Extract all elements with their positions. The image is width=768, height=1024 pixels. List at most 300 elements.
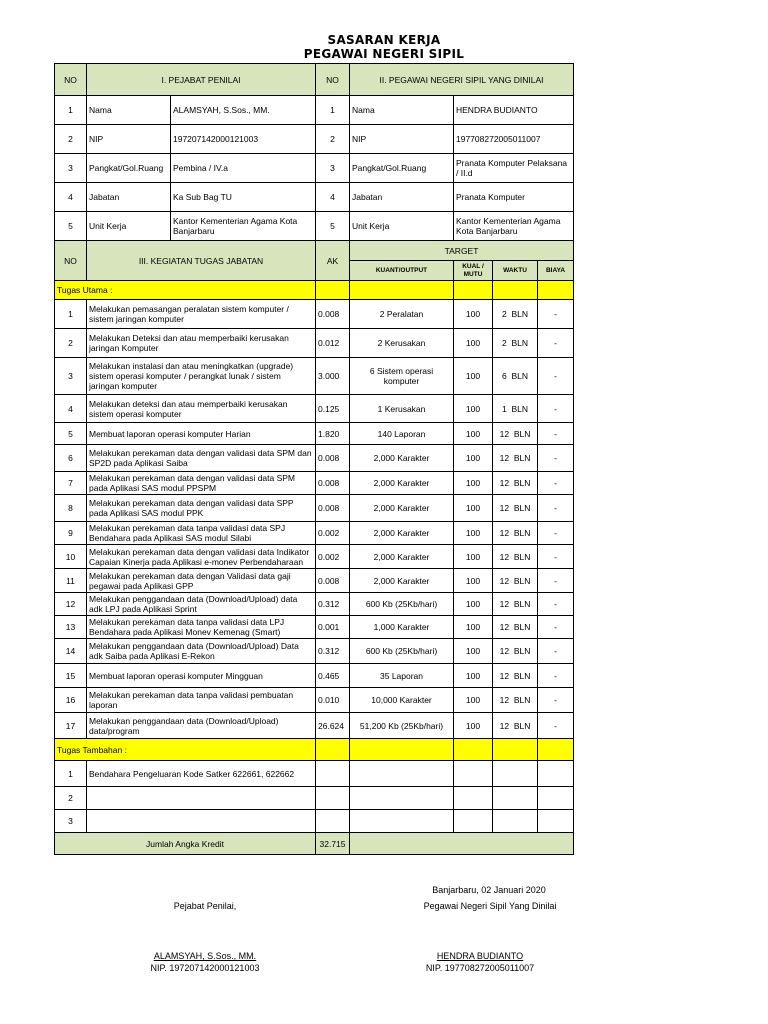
task-quality: 100 xyxy=(454,616,493,639)
task-time-value: 12 xyxy=(499,670,510,681)
task-no: 14 xyxy=(55,639,87,664)
task-cost: - xyxy=(538,445,574,472)
task-quality: 100 xyxy=(454,664,493,688)
task-output-unit: Kb (25Kb/hari) xyxy=(382,599,438,609)
task-ak: 0.008 xyxy=(316,445,350,472)
task-output-unit: Kerusakan xyxy=(384,338,426,348)
empty-cell xyxy=(493,787,538,810)
yellow-cell xyxy=(538,281,574,300)
task-time-value: 12 xyxy=(499,622,510,632)
left-signer-role: Pejabat Penilai, xyxy=(173,901,237,911)
task-row xyxy=(55,358,574,395)
header-row xyxy=(55,64,574,96)
task-no: 12 xyxy=(55,593,87,616)
task-time xyxy=(493,445,538,472)
identity-row xyxy=(55,125,574,154)
task-output-unit: Karakter xyxy=(397,503,430,513)
identity-no-right: 4 xyxy=(316,183,350,212)
task-output-qty: 2 xyxy=(379,309,385,319)
task-row xyxy=(55,616,574,639)
task-output xyxy=(350,329,454,358)
task-output-unit: Karakter xyxy=(397,478,430,488)
task-ak: 1.820 xyxy=(316,423,350,445)
task-time-value: 12 xyxy=(499,695,510,705)
task-ak: 0.312 xyxy=(316,639,350,664)
task-time-value: 12 xyxy=(499,528,510,538)
no-header-right: NO xyxy=(316,64,350,96)
task-output xyxy=(350,522,454,545)
task-row xyxy=(55,639,574,664)
task-ak: 3.000 xyxy=(316,358,350,395)
task-quality: 100 xyxy=(454,569,493,593)
task-time-unit: BLN xyxy=(513,575,531,586)
task-time-value: 6 xyxy=(501,371,507,381)
empty-cell xyxy=(316,810,350,833)
additional-task-activity: Bendahara Pengeluaran Kode Satker 622661, 622662 xyxy=(87,761,316,787)
yellow-cell xyxy=(316,739,350,761)
empty-cell xyxy=(538,810,574,833)
task-output-qty: 2,000 xyxy=(373,503,395,513)
yellow-cell xyxy=(538,739,574,761)
task-no: 2 xyxy=(55,329,87,358)
identity-no: 1 xyxy=(55,96,87,125)
task-time-unit: BLN xyxy=(511,309,528,319)
identity-value-left: Pembina / IV.a xyxy=(171,154,316,183)
tugas-utama-label: Tugas Utama : xyxy=(55,281,316,300)
task-quality: 100 xyxy=(454,522,493,545)
target-header: TARGET xyxy=(350,241,574,261)
task-no: 10 xyxy=(55,545,87,569)
task-output-qty: 2,000 xyxy=(373,551,395,562)
identity-value-right: Kantor Kementerian Agama Kota Banjarbaru xyxy=(454,212,574,241)
task-time xyxy=(493,569,538,593)
biaya-header: BIAYA xyxy=(538,261,574,281)
tugas-tambahan-row xyxy=(55,739,574,761)
kegiatan-header: III. KEGIATAN TUGAS JABATAN xyxy=(87,241,316,281)
task-ak: 0.465 xyxy=(316,664,350,688)
task-time-value: 12 xyxy=(499,551,510,562)
task-ak: 0.008 xyxy=(316,495,350,522)
pejabat-header: I. PEJABAT PENILAI xyxy=(87,64,316,96)
task-output xyxy=(350,495,454,522)
task-quality: 100 xyxy=(454,395,493,423)
additional-task-no: 1 xyxy=(55,761,87,787)
task-output-qty: 600 xyxy=(365,599,380,609)
task-output-unit: Karakter xyxy=(397,551,430,562)
identity-no: 3 xyxy=(55,154,87,183)
task-output xyxy=(350,569,454,593)
task-output xyxy=(350,472,454,495)
identity-label-right: Nama xyxy=(350,96,454,125)
tugas-utama-row xyxy=(55,281,574,300)
task-row xyxy=(55,569,574,593)
task-time-value: 12 xyxy=(499,453,510,463)
task-activity: Melakukan perekaman data dengan validasi data SPP pada Aplikasi SAS modul PPK xyxy=(87,495,316,522)
identity-value-left: Kantor Kementerian Agama Kota Banjarbaru xyxy=(171,212,316,241)
task-time-value: 12 xyxy=(499,503,510,513)
task-cost: - xyxy=(538,395,574,423)
task-time xyxy=(493,329,538,358)
task-time-unit: BLN xyxy=(513,695,531,705)
task-output-qty: 6 xyxy=(369,366,375,376)
task-no: 5 xyxy=(55,423,87,445)
empty-cell xyxy=(316,761,350,787)
task-time-unit: BLN xyxy=(513,720,531,731)
yellow-cell xyxy=(454,281,493,300)
task-activity: Melakukan Deteksi dan atau memperbaiki kerusakan jaringan Komputer xyxy=(87,329,316,358)
task-output xyxy=(350,713,454,739)
task-activity: Melakukan perekaman data tanpa validasi data SPJ Bendahara pada Aplikasi SAS modul Silabi xyxy=(87,522,316,545)
additional-task-activity xyxy=(87,810,316,833)
identity-value-right: HENDRA BUDIANTO xyxy=(454,96,574,125)
identity-label-right: Unit Kerja xyxy=(350,212,454,241)
task-quality: 100 xyxy=(454,495,493,522)
task-time-value: 12 xyxy=(499,428,510,439)
yellow-cell xyxy=(316,281,350,300)
total-empty xyxy=(350,833,574,855)
task-no: 17 xyxy=(55,713,87,739)
identity-value-left: ALAMSYAH, S.Sos., MM. xyxy=(171,96,316,125)
task-time-value: 12 xyxy=(499,599,510,609)
task-row xyxy=(55,423,574,445)
identity-row xyxy=(55,96,574,125)
task-output-qty: 51,200 xyxy=(359,720,386,731)
task-row xyxy=(55,495,574,522)
task-output-qty: 1,000 xyxy=(373,622,395,632)
task-time xyxy=(493,639,538,664)
identity-no-right: 2 xyxy=(316,125,350,154)
task-activity: Melakukan deteksi dan atau memperbaiki kerusakan sistem operasi komputer xyxy=(87,395,316,423)
identity-label-left: Pangkat/Gol.Ruang xyxy=(87,154,171,183)
task-row xyxy=(55,395,574,423)
identity-value-left: Ka Sub Bag TU xyxy=(171,183,316,212)
task-output-qty: 2,000 xyxy=(373,528,395,538)
right-signer-nip: NIP. 197708272005011007 xyxy=(425,963,535,973)
yellow-cell xyxy=(454,739,493,761)
table-body xyxy=(55,64,574,855)
task-quality: 100 xyxy=(454,472,493,495)
task-output-unit: Laporan xyxy=(394,428,426,439)
empty-cell xyxy=(493,761,538,787)
task-row xyxy=(55,664,574,688)
task-time-unit: BLN xyxy=(513,478,531,488)
empty-cell xyxy=(316,787,350,810)
task-output-qty: 2,000 xyxy=(373,478,395,488)
additional-task-row xyxy=(55,810,574,833)
task-no: 16 xyxy=(55,688,87,713)
task-row xyxy=(55,522,574,545)
task-ak: 26.624 xyxy=(316,713,350,739)
task-output-unit: Kb (25Kb/hari) xyxy=(382,646,438,656)
task-output xyxy=(350,688,454,713)
waktu-header: WAKTU xyxy=(493,261,538,281)
identity-no: 2 xyxy=(55,125,87,154)
task-output-qty: 2,000 xyxy=(373,575,395,586)
task-time xyxy=(493,423,538,445)
identity-label-left: NIP xyxy=(87,125,171,154)
empty-cell xyxy=(538,787,574,810)
task-output xyxy=(350,639,454,664)
task-time-unit: BLN xyxy=(513,503,531,513)
task-time-unit: BLN xyxy=(513,428,531,439)
task-quality: 100 xyxy=(454,423,493,445)
task-cost: - xyxy=(538,713,574,739)
task-time-value: 1 xyxy=(501,403,507,414)
kuant-header: KUANT/OUTPUT xyxy=(350,261,454,281)
task-no-header: NO xyxy=(55,241,87,281)
identity-value-left: 197207142000121003 xyxy=(171,125,316,154)
additional-task-row xyxy=(55,761,574,787)
task-no: 4 xyxy=(55,395,87,423)
task-output-qty: 2 xyxy=(377,338,383,348)
task-output-unit: Karakter xyxy=(397,528,430,538)
task-time-value: 12 xyxy=(499,478,510,488)
task-activity: Melakukan perekaman data tanpa validasi data LPJ Bendahara pada Aplikasi Monev Kemenag (Smart) xyxy=(87,616,316,639)
task-output-unit: Karakter xyxy=(397,622,430,632)
identity-label-left: Unit Kerja xyxy=(87,212,171,241)
task-activity: Melakukan instalasi dan atau meningkatkan (upgrade) sistem operasi komputer / perangkat lunak / sistem jaringan komputer xyxy=(87,358,316,395)
task-time xyxy=(493,593,538,616)
left-signer-name: ALAMSYAH, S.Sos., MM. xyxy=(153,951,257,961)
task-time-value: 12 xyxy=(499,575,510,586)
task-time xyxy=(493,664,538,688)
task-no: 3 xyxy=(55,358,87,395)
additional-task-no: 3 xyxy=(55,810,87,833)
tugas-tambahan-label: Tugas Tambahan : xyxy=(55,739,316,761)
total-label: Jumlah Angka Kredit xyxy=(55,833,316,855)
ak-header: AK xyxy=(316,241,350,281)
task-row xyxy=(55,688,574,713)
task-output-unit: Kerusakan xyxy=(384,403,426,414)
task-output xyxy=(350,423,454,445)
task-output-unit: Kb (25Kb/hari) xyxy=(388,720,444,731)
task-ak: 0.012 xyxy=(316,329,350,358)
task-output xyxy=(350,616,454,639)
task-quality: 100 xyxy=(454,358,493,395)
task-quality: 100 xyxy=(454,639,493,664)
task-output-qty: 1 xyxy=(377,403,383,414)
kual-header: KUAL / MUTU xyxy=(454,261,493,281)
task-time-unit: BLN xyxy=(513,646,531,656)
task-output-unit: Sistem operasi komputer xyxy=(376,366,434,386)
task-no: 1 xyxy=(55,300,87,329)
task-ak: 0.008 xyxy=(316,569,350,593)
empty-cell xyxy=(350,761,454,787)
task-ak: 0.312 xyxy=(316,593,350,616)
task-quality: 100 xyxy=(454,445,493,472)
task-quality: 100 xyxy=(454,688,493,713)
right-signer-name: HENDRA BUDIANTO xyxy=(436,951,524,961)
task-time xyxy=(493,713,538,739)
identity-label-right: Pangkat/Gol.Ruang xyxy=(350,154,454,183)
task-activity: Melakukan pemasangan peralatan sistem komputer / sistem jaringan komputer xyxy=(87,300,316,329)
task-output-unit: Karakter xyxy=(397,575,430,586)
empty-cell xyxy=(454,810,493,833)
task-time-unit: BLN xyxy=(511,371,528,381)
task-cost: - xyxy=(538,300,574,329)
yellow-cell xyxy=(493,281,538,300)
additional-task-row xyxy=(55,787,574,810)
task-time xyxy=(493,545,538,569)
task-output xyxy=(350,664,454,688)
task-output xyxy=(350,593,454,616)
task-output-unit: Laporan xyxy=(391,670,424,681)
right-signer-role: Pegawai Negeri Sipil Yang Dinilai xyxy=(423,901,557,911)
doc-subtitle: PEGAWAI NEGERI SIPIL xyxy=(303,47,465,61)
identity-label-left: Jabatan xyxy=(87,183,171,212)
task-cost: - xyxy=(538,423,574,445)
task-time xyxy=(493,616,538,639)
yellow-cell xyxy=(493,739,538,761)
task-cost: - xyxy=(538,688,574,713)
task-cost: - xyxy=(538,472,574,495)
task-time-unit: BLN xyxy=(513,622,531,632)
task-quality: 100 xyxy=(454,593,493,616)
task-output-unit: Peralatan xyxy=(386,309,424,319)
task-time-value: 2 xyxy=(501,309,507,319)
task-row xyxy=(55,593,574,616)
empty-cell xyxy=(454,787,493,810)
empty-cell xyxy=(493,810,538,833)
task-time xyxy=(493,395,538,423)
task-time-unit: BLN xyxy=(511,403,528,414)
task-time-value: 12 xyxy=(499,720,510,731)
identity-value-right: Pranata Komputer Pelaksana / II.d xyxy=(454,154,574,183)
task-ak: 0.008 xyxy=(316,472,350,495)
task-time xyxy=(493,472,538,495)
task-time xyxy=(493,522,538,545)
task-row xyxy=(55,472,574,495)
identity-value-right: Pranata Komputer xyxy=(454,183,574,212)
task-time-value: 12 xyxy=(499,646,510,656)
task-activity: Melakukan perekaman data tanpa validasi pembuatan laporan xyxy=(87,688,316,713)
task-activity: Membuat laporan operasi komputer Harian xyxy=(87,423,316,445)
task-ak: 0.125 xyxy=(316,395,350,423)
identity-row xyxy=(55,183,574,212)
identity-label-left: Nama xyxy=(87,96,171,125)
task-no: 6 xyxy=(55,445,87,472)
task-output xyxy=(350,445,454,472)
task-quality: 100 xyxy=(454,300,493,329)
task-row xyxy=(55,329,574,358)
task-time-unit: BLN xyxy=(513,551,531,562)
task-no: 15 xyxy=(55,664,87,688)
task-cost: - xyxy=(538,664,574,688)
place-date: Banjarbaru, 02 Januari 2020 xyxy=(432,885,546,895)
task-output-qty: 2,000 xyxy=(373,453,395,463)
task-cost: - xyxy=(538,569,574,593)
task-activity: Membuat laporan operasi komputer Mingguan xyxy=(87,664,316,688)
task-time-unit: BLN xyxy=(513,599,531,609)
task-time-unit: BLN xyxy=(513,528,531,538)
identity-row xyxy=(55,154,574,183)
doc-title: SASARAN KERJA xyxy=(327,33,441,47)
identity-no-right: 1 xyxy=(316,96,350,125)
task-row xyxy=(55,713,574,739)
task-no: 11 xyxy=(55,569,87,593)
task-no: 8 xyxy=(55,495,87,522)
task-activity: Melakukan perekaman data dengan validasi data SPM dan SP2D pada Aplikasi Saiba xyxy=(87,445,316,472)
task-activity: Melakukan penggandaan data (Download/Upload) data/program xyxy=(87,713,316,739)
task-output xyxy=(350,545,454,569)
task-output-qty: 35 xyxy=(379,670,390,681)
task-time xyxy=(493,300,538,329)
identity-no: 5 xyxy=(55,212,87,241)
additional-task-activity xyxy=(87,787,316,810)
task-activity: Melakukan perekaman data dengan validasi data SPM pada Aplikasi SAS modul PPSPM xyxy=(87,472,316,495)
task-cost: - xyxy=(538,639,574,664)
task-time xyxy=(493,688,538,713)
task-cost: - xyxy=(538,522,574,545)
task-cost: - xyxy=(538,545,574,569)
identity-label-right: Jabatan xyxy=(350,183,454,212)
task-quality: 100 xyxy=(454,545,493,569)
task-output xyxy=(350,358,454,395)
task-ak: 0.002 xyxy=(316,545,350,569)
identity-row xyxy=(55,212,574,241)
yellow-cell xyxy=(350,739,454,761)
yellow-cell xyxy=(350,281,454,300)
task-row xyxy=(55,300,574,329)
task-output-unit: Karakter xyxy=(397,453,430,463)
task-output-qty: 600 xyxy=(365,646,380,656)
total-row xyxy=(55,833,574,855)
task-ak: 0.008 xyxy=(316,300,350,329)
identity-label-right: NIP xyxy=(350,125,454,154)
task-activity: Melakukan penggandaan data (Download/Upload) data adk LPJ pada Aplikasi Sprint xyxy=(87,593,316,616)
pns-header: II. PEGAWAI NEGERI SIPIL YANG DINILAI xyxy=(350,64,574,96)
additional-task-no: 2 xyxy=(55,787,87,810)
task-output-qty: 10,000 xyxy=(371,695,398,705)
task-activity: Melakukan perekaman data dengan validasi data Indikator Capaian Kinerja pada Aplikasi e-monev Perbendaharaan xyxy=(87,545,316,569)
identity-value-right: 197708272005011007 xyxy=(454,125,574,154)
identity-no: 4 xyxy=(55,183,87,212)
task-output-unit: Karakter xyxy=(399,695,432,705)
task-no: 9 xyxy=(55,522,87,545)
task-output xyxy=(350,300,454,329)
task-cost: - xyxy=(538,616,574,639)
task-activity: Melakukan perekaman data dengan Validasi data gaji pegawai pada Aplikasi GPP xyxy=(87,569,316,593)
total-value: 32.715 xyxy=(316,833,350,855)
task-ak: 0.001 xyxy=(316,616,350,639)
left-signer-nip: NIP. 197207142000121003 xyxy=(150,963,260,973)
task-row xyxy=(55,545,574,569)
sasaran-kerja-table xyxy=(54,63,574,855)
empty-cell xyxy=(350,787,454,810)
task-time-unit: BLN xyxy=(513,453,531,463)
task-cost: - xyxy=(538,329,574,358)
task-quality: 100 xyxy=(454,713,493,739)
task-time xyxy=(493,358,538,395)
task-ak: 0.010 xyxy=(316,688,350,713)
identity-no-right: 3 xyxy=(316,154,350,183)
task-no: 7 xyxy=(55,472,87,495)
identity-no-right: 5 xyxy=(316,212,350,241)
task-cost: - xyxy=(538,495,574,522)
no-header: NO xyxy=(55,64,87,96)
task-cost: - xyxy=(538,358,574,395)
task-row xyxy=(55,445,574,472)
empty-cell xyxy=(538,761,574,787)
task-cost: - xyxy=(538,593,574,616)
task-activity: Melakukan penggandaan data (Download/Upload) Data adk Saiba pada Aplikasi E-Rekon xyxy=(87,639,316,664)
empty-cell xyxy=(350,810,454,833)
task-ak: 0.002 xyxy=(316,522,350,545)
task-output xyxy=(350,395,454,423)
empty-cell xyxy=(454,761,493,787)
task-time-unit: BLN xyxy=(513,670,531,681)
task-time-unit: BLN xyxy=(511,338,528,348)
